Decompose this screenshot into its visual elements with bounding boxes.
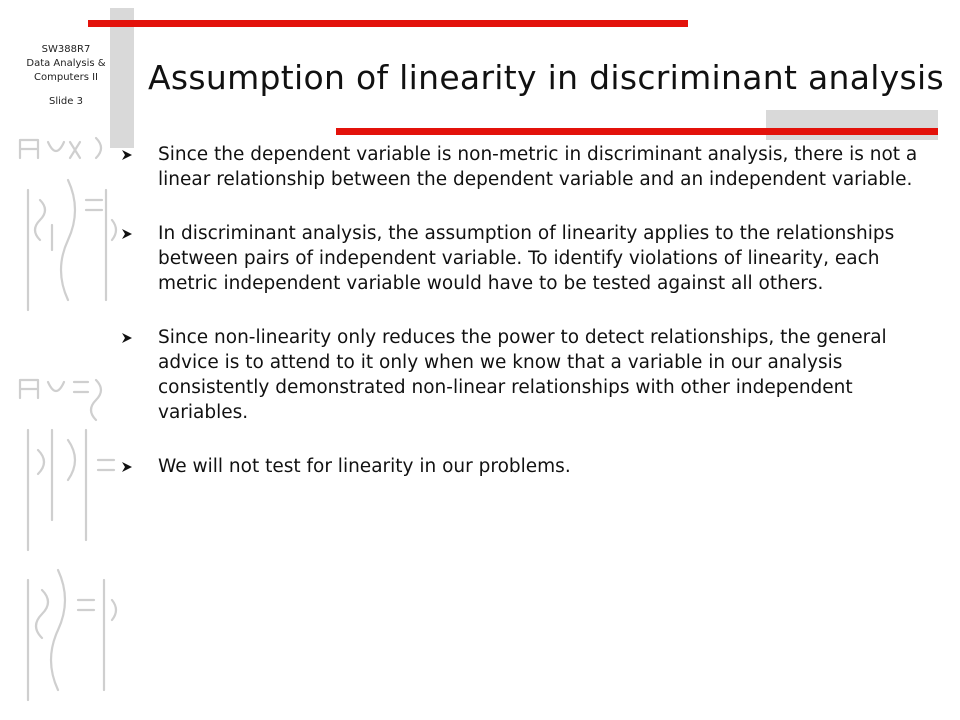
course-name-line2: Computers II (34, 72, 98, 83)
slide-number: Slide 3 (49, 96, 83, 107)
course-code: SW388R7 (41, 44, 91, 55)
arrow-bullet-icon (120, 148, 134, 162)
accent-bar-top (88, 20, 688, 27)
accent-bar-bottom (336, 128, 938, 135)
arrow-bullet-icon (120, 460, 134, 474)
arrow-bullet-icon (120, 331, 134, 345)
bullet-item (120, 454, 940, 479)
bullet-item (120, 142, 940, 192)
arrow-bullet-icon (120, 227, 134, 241)
decorative-block-right (766, 110, 938, 140)
bullet-text: In discriminant analysis, the assumption of linearity applies to the relationships between pairs of independent variable. To identify violations of linearity, each metric independent variable would have to be tested against all others. (158, 223, 895, 294)
decorative-formula-band (8, 130, 126, 710)
bullet-item (120, 221, 940, 296)
bullet-text: We will not test for linearity in our problems. (158, 456, 571, 477)
course-label (8, 43, 124, 109)
bullet-item (120, 325, 940, 425)
course-name-line1: Data Analysis & (26, 58, 106, 69)
bullet-list (120, 142, 940, 508)
decorative-block-left (110, 8, 134, 148)
bullet-text: Since the dependent variable is non-metric in discriminant analysis, there is not a linear relationship between the dependent variable and an independent variable. (158, 144, 918, 190)
bullet-text: Since non-linearity only reduces the power to detect relationships, the general advice is to attend to it only when we know that a variable in our analysis consistently demonstrated non-linear relationships with other independent variables. (158, 327, 887, 423)
formula-watermark-icon (8, 130, 126, 710)
slide-title: Assumption of linearity in discriminant analysis (148, 58, 945, 97)
